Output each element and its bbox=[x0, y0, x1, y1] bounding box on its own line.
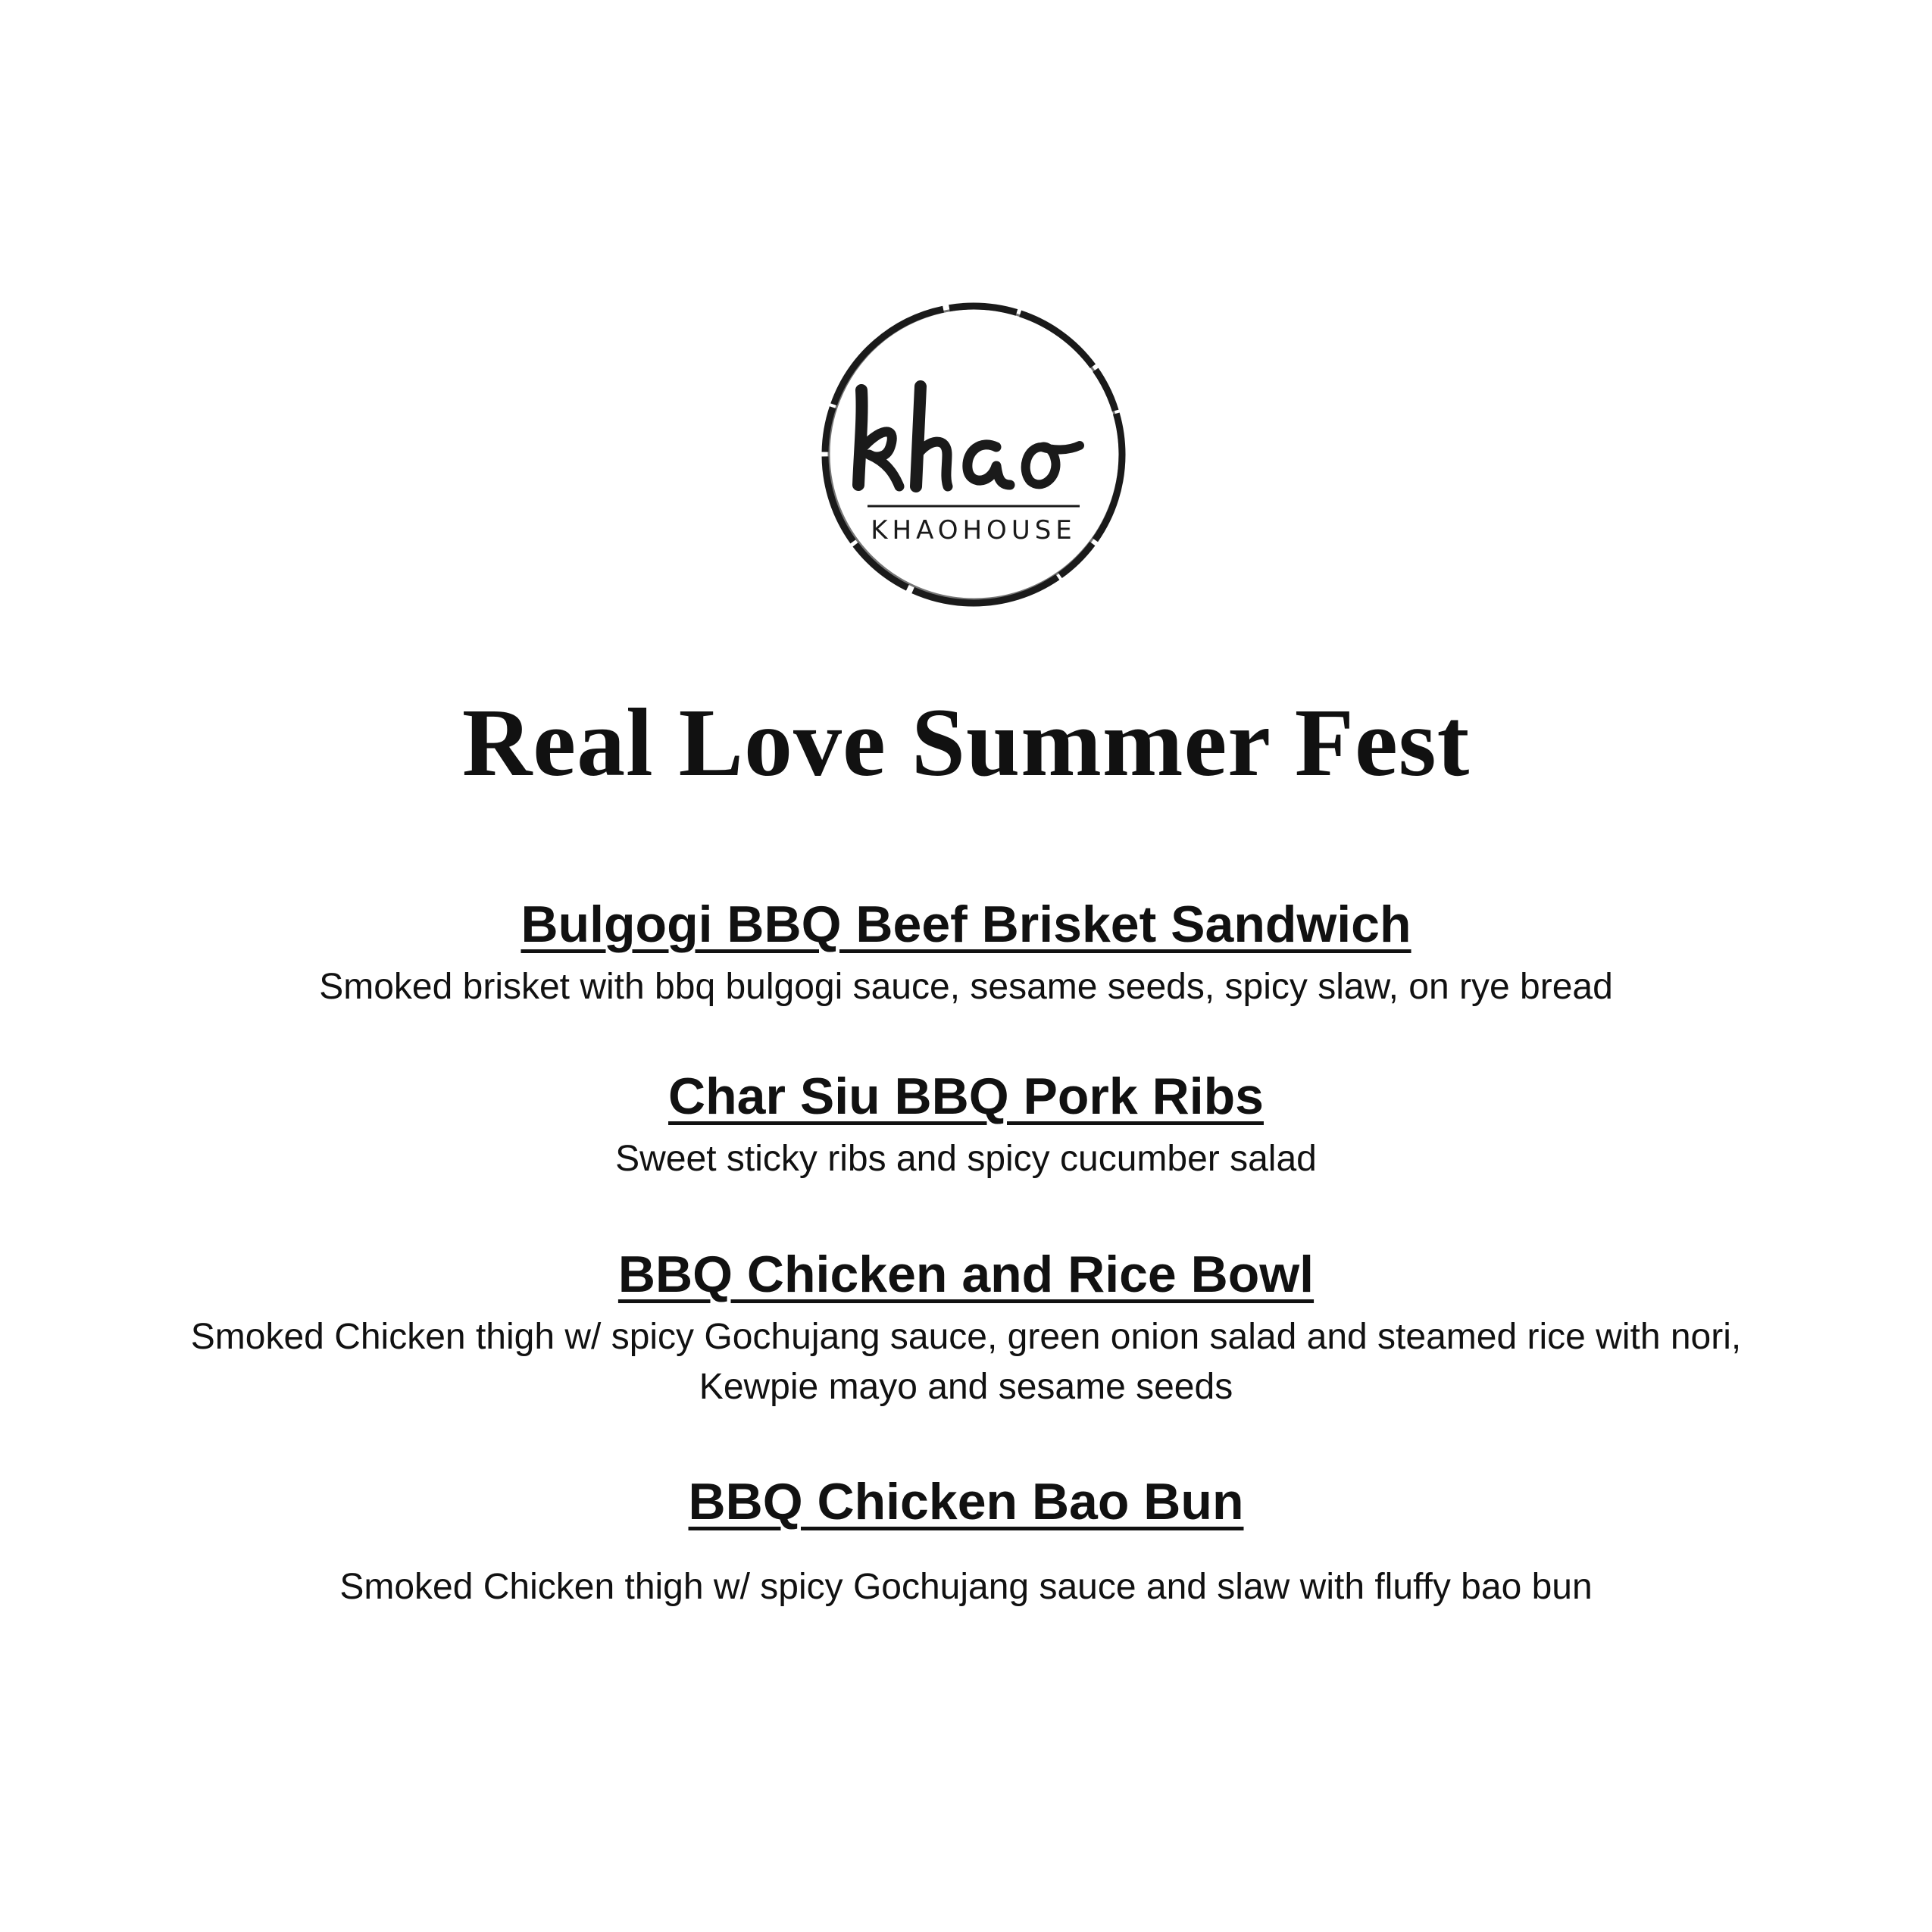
menu-item-description: Smoked brisket with bbq bulgogi sauce, sesame seeds, spicy slaw, on rye bread bbox=[319, 967, 1613, 1007]
menu-item-description: Smoked Chicken thigh w/ spicy Gochujang sauce, green onion salad and steamed rice with nori, Kewpie mayo and sesame seeds bbox=[190, 1317, 1742, 1407]
menu-item-description: Sweet sticky ribs and spicy cucumber salad bbox=[615, 1139, 1317, 1179]
logo-wordmark: KHAOHOUSE bbox=[871, 515, 1077, 546]
menu-item-description: Smoked Chicken thigh w/ spicy Gochujang sauce and slaw with fluffy bao bun bbox=[339, 1567, 1593, 1607]
khaohouse-logo bbox=[814, 295, 1133, 614]
khao-script bbox=[858, 386, 1080, 486]
menu-item-name: BBQ Chicken Bao Bun bbox=[688, 1473, 1244, 1530]
menu-item-name: BBQ Chicken and Rice Bowl bbox=[617, 1246, 1315, 1303]
logo-graphic bbox=[814, 295, 1133, 614]
page-title: Real Love Summer Fest bbox=[461, 689, 1471, 796]
menu-item-name: Char Siu BBQ Pork Ribs bbox=[668, 1068, 1264, 1125]
menu-item-name: Bulgogi BBQ Beef Brisket Sandwich bbox=[521, 896, 1411, 953]
